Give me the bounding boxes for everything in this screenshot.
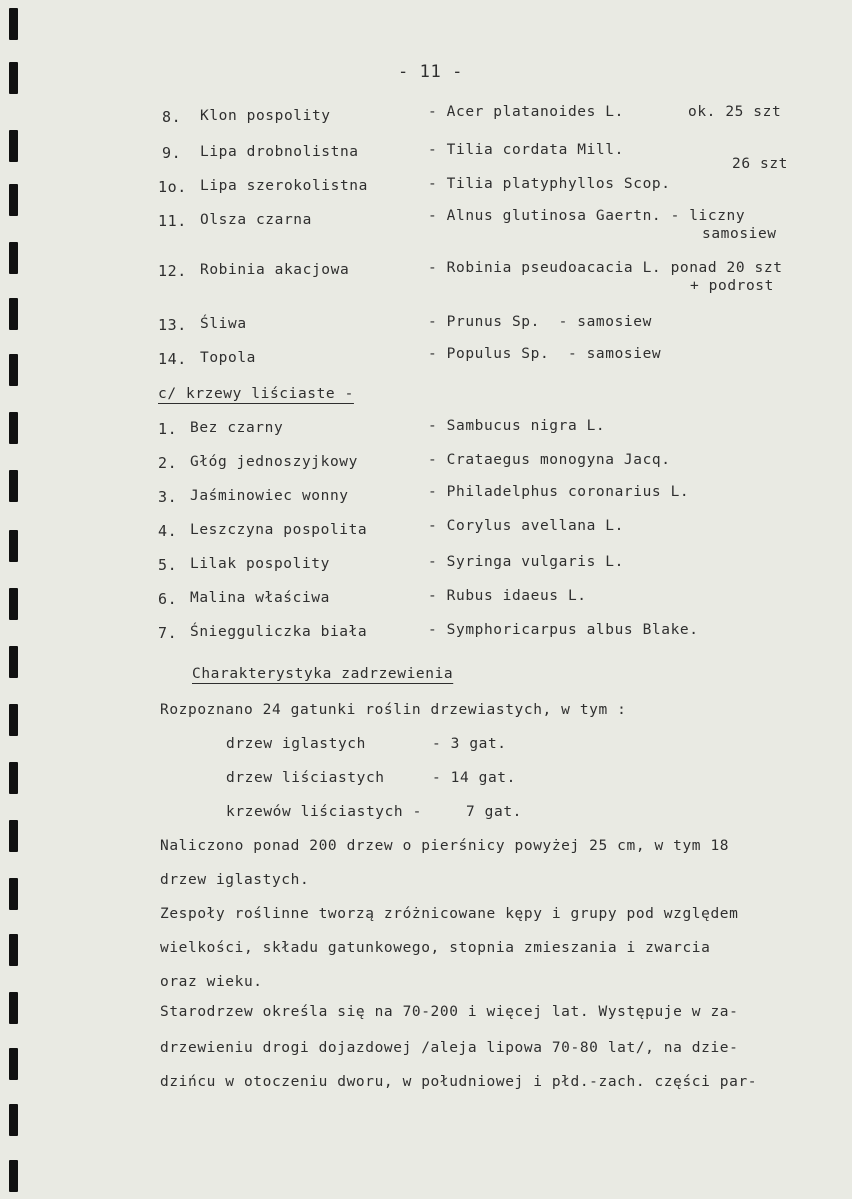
binding-hole — [9, 184, 18, 216]
binding-hole — [9, 1104, 18, 1136]
species-latin: - Tilia platyphyllos Scop. — [428, 176, 671, 192]
species-count: ok. 25 szt — [688, 104, 782, 120]
list-number: 11. — [158, 212, 187, 230]
summary-value: 7 gat. — [466, 804, 522, 820]
species-count: 26 szt — [732, 156, 788, 172]
summary-value: - 14 gat. — [432, 770, 516, 786]
species-name: Bez czarny — [190, 420, 284, 436]
species-name: Klon pospolity — [200, 108, 331, 124]
binding-hole — [9, 412, 18, 444]
species-latin: - Robinia pseudoacacia L. ponad 20 szt — [428, 260, 783, 276]
binding-hole — [9, 298, 18, 330]
binding-hole — [9, 530, 18, 562]
species-name: Śliwa — [200, 316, 247, 332]
species-name: Lilak pospolity — [190, 556, 330, 572]
binding-hole — [9, 8, 18, 40]
summary-intro: Rozpoznano 24 gatunki roślin drzewiastych, w tym : — [160, 702, 627, 718]
species-latin: - Prunus Sp. - samosiew — [428, 314, 652, 330]
binding-hole — [9, 934, 18, 966]
list-number: 13. — [158, 316, 187, 334]
species-name: Topola — [200, 350, 256, 366]
paragraph-line: Zespoły roślinne tworzą zróżnicowane kępy i grupy pod względem — [160, 906, 739, 922]
paragraph-line: dzińcu w otoczeniu dworu, w południowej i płd.-zach. części par- — [160, 1074, 758, 1090]
species-name: Głóg jednoszyjkowy — [190, 454, 358, 470]
binding-hole — [9, 588, 18, 620]
species-latin: - Rubus idaeus L. — [428, 588, 587, 604]
paragraph-line: wielkości, składu gatunkowego, stopnia zmieszania i zwarcia — [160, 940, 711, 956]
species-name: Śniegguliczka biała — [190, 624, 368, 640]
species-name: Leszczyna pospolita — [190, 522, 368, 538]
summary-label: drzew liściastych — [226, 770, 385, 786]
section-heading: Charakterystyka zadrzewienia — [192, 666, 454, 682]
species-name: Lipa szerokolistna — [200, 178, 368, 194]
list-number: 3. — [158, 488, 178, 506]
species-note: samosiew — [702, 226, 777, 242]
list-number: 9. — [162, 144, 182, 162]
binding-hole — [9, 704, 18, 736]
species-latin: - Crataegus monogyna Jacq. — [428, 452, 671, 468]
species-name: Olsza czarna — [200, 212, 312, 228]
list-number: 4. — [158, 522, 178, 540]
binding-hole — [9, 354, 18, 386]
paragraph-line: Naliczono ponad 200 drzew o pierśnicy powyżej 25 cm, w tym 18 — [160, 838, 730, 854]
list-number: 2. — [158, 454, 178, 472]
binding-hole — [9, 820, 18, 852]
page-number: - 11 - — [398, 62, 464, 82]
binding-hole — [9, 1048, 18, 1080]
paragraph-line: oraz wieku. — [160, 974, 263, 990]
paragraph-line: drzew iglastych. — [160, 872, 310, 888]
binding-hole — [9, 878, 18, 910]
binding-hole — [9, 646, 18, 678]
species-name: Malina właściwa — [190, 590, 330, 606]
binding-holes — [0, 0, 30, 1199]
species-latin: - Syringa vulgaris L. — [428, 554, 624, 570]
species-note: + podrost — [690, 278, 774, 294]
species-latin: - Sambucus nigra L. — [428, 418, 606, 434]
list-number: 6. — [158, 590, 178, 608]
species-name: Robinia akacjowa — [200, 262, 350, 278]
binding-hole — [9, 1160, 18, 1192]
summary-label: drzew iglastych — [226, 736, 366, 752]
species-latin: - Corylus avellana L. — [428, 518, 624, 534]
species-latin: - Alnus glutinosa Gaertn. - liczny — [428, 208, 746, 224]
list-number: 1o. — [158, 178, 187, 196]
species-latin: - Populus Sp. - samosiew — [428, 346, 662, 362]
binding-hole — [9, 992, 18, 1024]
species-name: Lipa drobnolistna — [200, 144, 359, 160]
binding-hole — [9, 130, 18, 162]
species-name: Jaśminowiec wonny — [190, 488, 349, 504]
list-number: 8. — [162, 108, 182, 126]
section-subheading: c/ krzewy liściaste - — [158, 386, 354, 402]
species-latin: - Symphoricarpus albus Blake. — [428, 622, 699, 638]
paragraph-line: Starodrzew określa się na 70-200 i więcej lat. Występuje w za- — [160, 1004, 739, 1020]
species-latin: - Philadelphus coronarius L. — [428, 484, 690, 500]
list-number: 14. — [158, 350, 187, 368]
paragraph-line: drzewieniu drogi dojazdowej /aleja lipowa 70-80 lat/, na dzie- — [160, 1040, 739, 1056]
binding-hole — [9, 62, 18, 94]
species-latin: - Tilia cordata Mill. — [428, 142, 624, 158]
list-number: 12. — [158, 262, 187, 280]
summary-value: - 3 gat. — [432, 736, 507, 752]
binding-hole — [9, 242, 18, 274]
summary-label: krzewów liściastych - — [226, 804, 422, 820]
list-number: 5. — [158, 556, 178, 574]
list-number: 7. — [158, 624, 178, 642]
binding-hole — [9, 470, 18, 502]
binding-hole — [9, 762, 18, 794]
species-latin: - Acer platanoides L. — [428, 104, 624, 120]
list-number: 1. — [158, 420, 178, 438]
